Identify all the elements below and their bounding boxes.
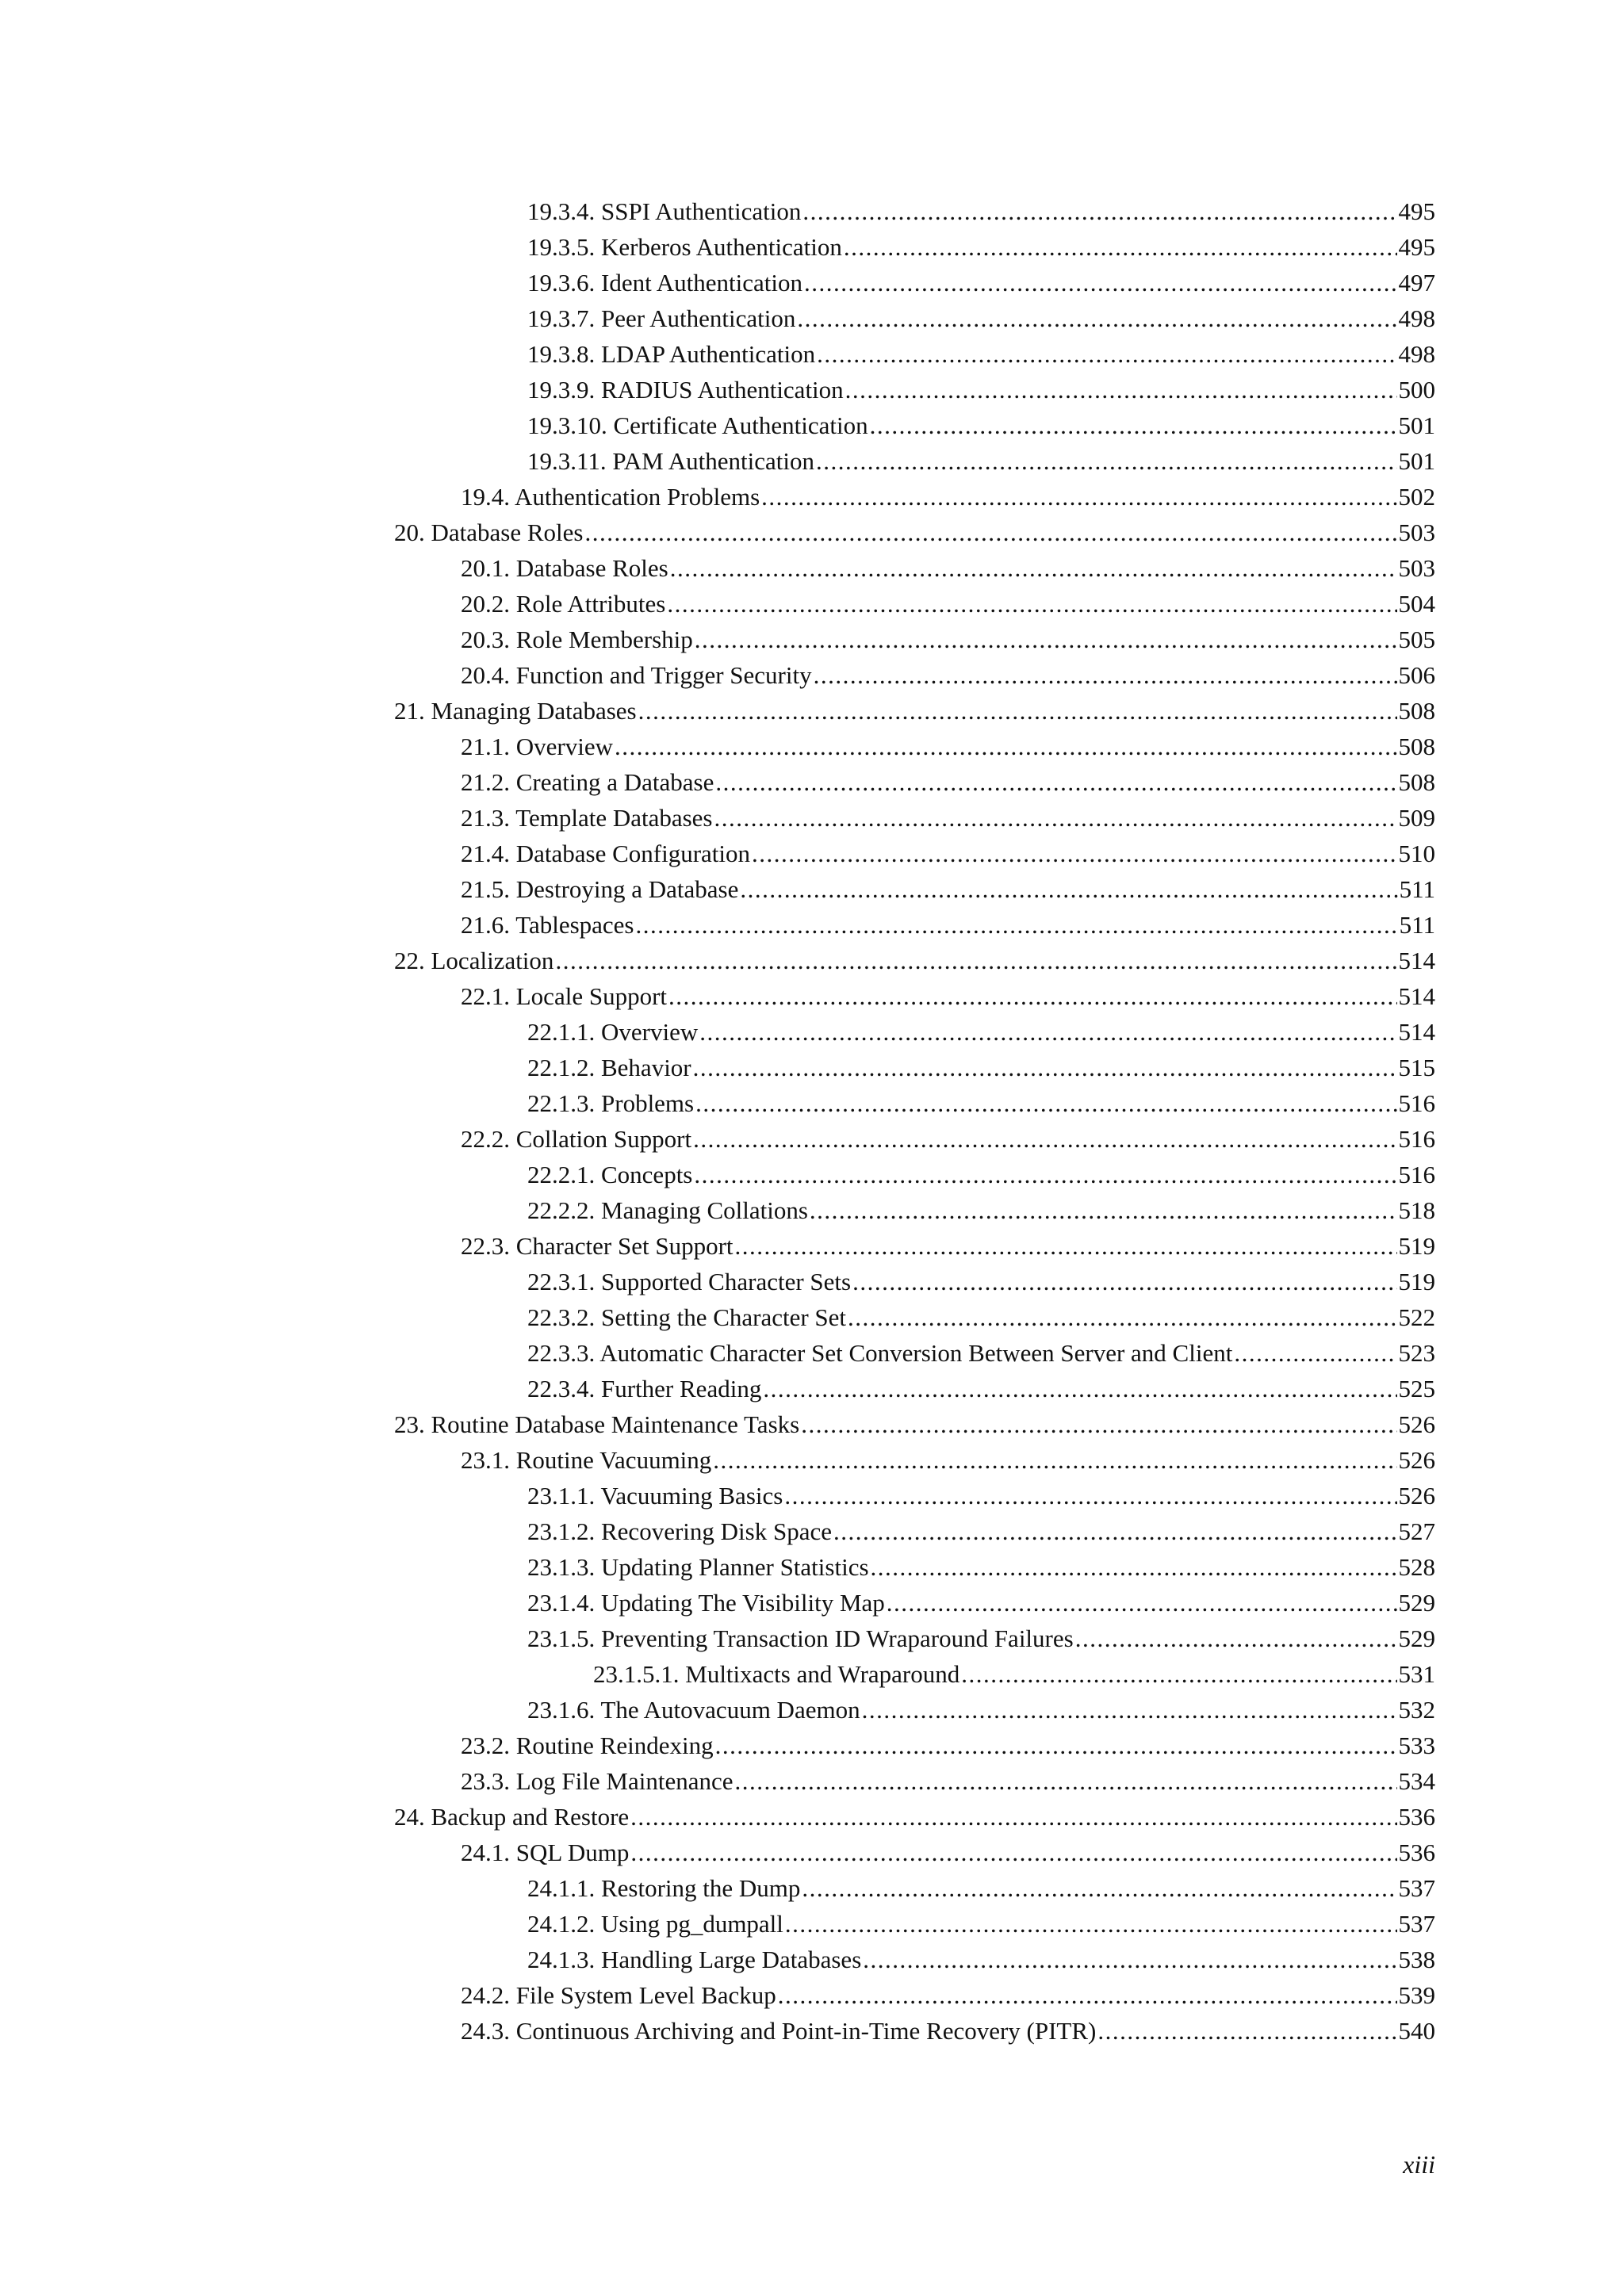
toc-entry[interactable]	[394, 1621, 1435, 1656]
toc-entry[interactable]	[394, 1085, 1435, 1121]
dot-leader	[778, 1977, 1397, 2013]
toc-entry-page: 502	[1398, 483, 1435, 511]
toc-entry-page: 529	[1398, 1589, 1435, 1617]
toc-entry-page: 501	[1398, 447, 1435, 475]
dot-leader	[693, 1050, 1397, 1085]
toc-entry[interactable]	[394, 550, 1435, 586]
toc-entry-title: 23.1.3. Updating Planner Statistics	[527, 1553, 869, 1581]
table-of-contents	[394, 193, 1435, 2049]
toc-entry[interactable]	[394, 265, 1435, 300]
toc-entry-title: 22.2. Collation Support	[461, 1125, 692, 1153]
toc-entry[interactable]	[394, 1942, 1435, 1977]
toc-entry[interactable]	[394, 622, 1435, 657]
dot-leader	[961, 1656, 1396, 1692]
toc-entry[interactable]	[394, 1692, 1435, 1728]
dot-leader	[695, 1085, 1396, 1121]
toc-entry-title: 21.6. Tablespaces	[461, 911, 634, 939]
toc-entry-title: 23.2. Routine Reindexing	[461, 1732, 714, 1759]
toc-entry-title: 20.4. Function and Trigger Security	[461, 661, 812, 689]
toc-entry-title: 22.3. Character Set Support	[461, 1232, 733, 1260]
toc-entry-title: 23.1.6. The Autovacuum Daemon	[527, 1696, 860, 1724]
toc-entry-page: 510	[1398, 840, 1435, 867]
toc-entry-page: 519	[1398, 1268, 1435, 1295]
toc-entry[interactable]	[394, 729, 1435, 764]
dot-leader	[804, 265, 1397, 300]
toc-entry[interactable]	[394, 1906, 1435, 1942]
toc-entry[interactable]	[394, 1977, 1435, 2013]
dot-leader	[615, 729, 1397, 764]
dot-leader	[694, 1157, 1396, 1192]
toc-entry-page: 504	[1398, 590, 1435, 618]
toc-entry-title: 24.1.3. Handling Large Databases	[527, 1946, 862, 1973]
toc-entry-page: 503	[1398, 519, 1435, 546]
toc-entry-title: 21.4. Database Configuration	[461, 840, 751, 867]
toc-entry-title: 19.3.7. Peer Authentication	[527, 304, 796, 332]
toc-entry-page: 532	[1398, 1696, 1435, 1724]
dot-leader	[636, 907, 1398, 943]
toc-entry-title: 22.1.3. Problems	[527, 1089, 695, 1117]
toc-entry[interactable]	[394, 1478, 1435, 1513]
toc-entry-title: 22.2.2. Managing Collations	[527, 1196, 808, 1224]
toc-entry[interactable]	[394, 1264, 1435, 1299]
toc-entry[interactable]	[394, 1728, 1435, 1763]
dot-leader	[693, 1121, 1396, 1157]
toc-entry[interactable]	[394, 515, 1435, 550]
toc-entry-page: 505	[1398, 626, 1435, 653]
dot-leader	[784, 1478, 1396, 1513]
toc-entry-page: 515	[1398, 1054, 1435, 1081]
toc-entry-page: 495	[1398, 233, 1435, 261]
toc-entry[interactable]	[394, 693, 1435, 729]
toc-entry-title: 23.1.4. Updating The Visibility Map	[527, 1589, 885, 1617]
dot-leader	[816, 443, 1397, 479]
toc-entry-page: 526	[1398, 1446, 1435, 1474]
toc-entry-page: 514	[1398, 1018, 1435, 1046]
dot-leader	[852, 1264, 1396, 1299]
dot-leader	[714, 800, 1397, 836]
toc-entry-page: 518	[1398, 1196, 1435, 1224]
dot-leader	[584, 515, 1396, 550]
toc-entry-page: 522	[1398, 1303, 1435, 1331]
toc-entry-title: 21.3. Template Databases	[461, 804, 713, 832]
toc-entry-title: 23.1. Routine Vacuuming	[461, 1446, 712, 1474]
dot-leader	[761, 479, 1396, 515]
toc-entry[interactable]	[394, 586, 1435, 622]
toc-entry-title: 19.3.5. Kerberos Authentication	[527, 233, 842, 261]
dot-leader	[844, 229, 1397, 265]
dot-leader	[870, 408, 1397, 443]
toc-entry-page: 534	[1398, 1767, 1435, 1795]
toc-entry-title: 22.1.1. Overview	[527, 1018, 699, 1046]
dot-leader	[715, 764, 1396, 800]
toc-entry-page: 498	[1398, 304, 1435, 332]
dot-leader	[802, 1870, 1396, 1906]
dot-leader	[1234, 1335, 1396, 1371]
dot-leader	[752, 836, 1396, 871]
dot-leader	[630, 1799, 1396, 1835]
toc-entry[interactable]	[394, 1442, 1435, 1478]
toc-entry-page: 514	[1398, 947, 1435, 974]
toc-entry-page: 536	[1398, 1803, 1435, 1831]
toc-entry[interactable]	[394, 764, 1435, 800]
toc-entry-title: 24.1.1. Restoring the Dump	[527, 1874, 801, 1902]
toc-entry-page: 495	[1398, 197, 1435, 225]
dot-leader	[817, 336, 1396, 372]
toc-entry-page: 537	[1398, 1910, 1435, 1938]
toc-entry-page: 503	[1398, 554, 1435, 582]
toc-entry-page: 523	[1398, 1339, 1435, 1367]
toc-entry[interactable]	[394, 1157, 1435, 1192]
toc-entry-page: 511	[1399, 911, 1435, 939]
dot-leader	[833, 1513, 1397, 1549]
toc-entry-page: 540	[1398, 2017, 1435, 2045]
toc-entry-page: 538	[1398, 1946, 1435, 1973]
toc-entry[interactable]	[394, 1870, 1435, 1906]
toc-entry-page: 526	[1398, 1410, 1435, 1438]
toc-entry[interactable]	[394, 408, 1435, 443]
dot-leader	[670, 550, 1397, 586]
toc-entry[interactable]	[394, 1513, 1435, 1549]
toc-entry[interactable]	[394, 193, 1435, 229]
page-number: xiii	[1403, 2150, 1435, 2179]
toc-entry[interactable]	[394, 1406, 1435, 1442]
toc-entry-page: 537	[1398, 1874, 1435, 1902]
dot-leader	[630, 1835, 1396, 1870]
toc-entry-title: 23.1.5. Preventing Transaction ID Wraparound Failures	[527, 1624, 1074, 1652]
toc-entry-title: 22.1. Locale Support	[461, 982, 668, 1010]
toc-entry-title: 20.2. Role Attributes	[461, 590, 666, 618]
toc-entry-page: 508	[1398, 768, 1435, 796]
toc-entry-page: 526	[1398, 1482, 1435, 1510]
dot-leader	[668, 978, 1396, 1014]
dot-leader	[695, 622, 1397, 657]
toc-entry-page: 533	[1398, 1732, 1435, 1759]
toc-entry-title: 23.1.2. Recovering Disk Space	[527, 1517, 832, 1545]
toc-entry-page: 536	[1398, 1839, 1435, 1866]
toc-entry-title: 19.3.11. PAM Authentication	[527, 447, 814, 475]
toc-entry-title: 20.1. Database Roles	[461, 554, 668, 582]
toc-entry-title: 22.2.1. Concepts	[527, 1161, 693, 1188]
toc-entry[interactable]	[394, 1371, 1435, 1406]
toc-entry-title: 23.1.1. Vacuuming Basics	[527, 1482, 783, 1510]
toc-entry[interactable]	[394, 907, 1435, 943]
dot-leader	[699, 1014, 1396, 1050]
toc-entry-page: 539	[1398, 1981, 1435, 2009]
dot-leader	[555, 943, 1396, 978]
dot-leader	[735, 1228, 1397, 1264]
toc-entry[interactable]	[394, 229, 1435, 265]
toc-entry-page: 525	[1398, 1375, 1435, 1402]
toc-entry-title: 19.3.9. RADIUS Authentication	[527, 376, 844, 404]
dot-leader	[763, 1371, 1396, 1406]
toc-entry-title: 22.3.4. Further Reading	[527, 1375, 762, 1402]
toc-entry-page: 506	[1398, 661, 1435, 689]
dot-leader	[845, 372, 1397, 408]
toc-entry-page: 497	[1398, 269, 1435, 297]
dot-leader	[1075, 1621, 1397, 1656]
toc-entry-title: 24.2. File System Level Backup	[461, 1981, 776, 2009]
toc-entry[interactable]	[394, 2013, 1435, 2049]
toc-entry-page: 531	[1398, 1660, 1435, 1688]
toc-entry[interactable]	[394, 1585, 1435, 1621]
toc-entry[interactable]	[394, 1335, 1435, 1371]
toc-entry-page: 516	[1398, 1125, 1435, 1153]
toc-entry[interactable]	[394, 1192, 1435, 1228]
toc-entry-title: 22.3.1. Supported Character Sets	[527, 1268, 852, 1295]
dot-leader	[638, 693, 1397, 729]
toc-entry-title: 21.1. Overview	[461, 733, 613, 760]
dot-leader	[713, 1442, 1396, 1478]
toc-entry-title: 23. Routine Database Maintenance Tasks	[394, 1410, 800, 1438]
dot-leader	[735, 1763, 1397, 1799]
toc-entry[interactable]	[394, 1014, 1435, 1050]
toc-entry-title: 23.1.5.1. Multixacts and Wraparound	[593, 1660, 960, 1688]
toc-entry-page: 500	[1398, 376, 1435, 404]
dot-leader	[887, 1585, 1397, 1621]
toc-entry-title: 20.3. Role Membership	[461, 626, 693, 653]
toc-entry-title: 21.5. Destroying a Database	[461, 875, 739, 903]
toc-entry-page: 516	[1398, 1089, 1435, 1117]
toc-entry-title: 22. Localization	[394, 947, 554, 974]
toc-entry-page: 528	[1398, 1553, 1435, 1581]
toc-entry-page: 511	[1399, 875, 1435, 903]
toc-entry-page: 527	[1398, 1517, 1435, 1545]
dot-leader	[715, 1728, 1397, 1763]
toc-entry[interactable]	[394, 300, 1435, 336]
dot-leader	[871, 1549, 1397, 1585]
toc-entry-title: 24. Backup and Restore	[394, 1803, 630, 1831]
toc-entry-title: 22.1.2. Behavior	[527, 1054, 691, 1081]
toc-entry-page: 519	[1398, 1232, 1435, 1260]
toc-entry-title: 21.2. Creating a Database	[461, 768, 714, 796]
toc-entry-page: 529	[1398, 1624, 1435, 1652]
toc-entry-title: 19.3.8. LDAP Authentication	[527, 340, 816, 368]
toc-entry[interactable]	[394, 1549, 1435, 1585]
toc-entry-page: 508	[1398, 733, 1435, 760]
toc-entry-page: 514	[1398, 982, 1435, 1010]
dot-leader	[667, 586, 1396, 622]
dot-leader	[863, 1942, 1396, 1977]
toc-entry[interactable]	[394, 871, 1435, 907]
toc-entry-page: 508	[1398, 697, 1435, 725]
toc-entry-title: 20. Database Roles	[394, 519, 584, 546]
dot-leader	[814, 657, 1397, 693]
toc-entry[interactable]	[394, 1299, 1435, 1335]
toc-entry[interactable]	[394, 800, 1435, 836]
toc-entry[interactable]	[394, 1835, 1435, 1870]
toc-entry[interactable]	[394, 1121, 1435, 1157]
toc-entry[interactable]	[394, 336, 1435, 372]
toc-entry-title: 19.3.10. Certificate Authentication	[527, 411, 868, 439]
dot-leader	[740, 871, 1397, 907]
dot-leader	[862, 1692, 1397, 1728]
toc-entry-title: 24.3. Continuous Archiving and Point-in-Time Recovery (PITR)	[461, 2017, 1097, 2045]
dot-leader	[801, 1406, 1396, 1442]
toc-entry[interactable]	[394, 978, 1435, 1014]
toc-entry[interactable]	[394, 479, 1435, 515]
toc-entry[interactable]	[394, 1763, 1435, 1799]
toc-entry-title: 22.3.2. Setting the Character Set	[527, 1303, 847, 1331]
dot-leader	[797, 300, 1396, 336]
toc-entry-page: 509	[1398, 804, 1435, 832]
toc-entry-title: 23.3. Log File Maintenance	[461, 1767, 733, 1795]
toc-entry-title: 19.3.6. Ident Authentication	[527, 269, 802, 297]
toc-entry[interactable]	[394, 372, 1435, 408]
toc-entry[interactable]	[394, 836, 1435, 871]
toc-entry-title: 24.1.2. Using pg_dumpall	[527, 1910, 783, 1938]
dot-leader	[848, 1299, 1396, 1335]
toc-entry[interactable]	[394, 1050, 1435, 1085]
dot-leader	[802, 193, 1396, 229]
toc-entry[interactable]	[394, 1799, 1435, 1835]
dot-leader	[785, 1906, 1397, 1942]
toc-entry[interactable]	[394, 657, 1435, 693]
toc-entry-page: 516	[1398, 1161, 1435, 1188]
toc-entry[interactable]	[394, 1228, 1435, 1264]
toc-entry-title: 19.4. Authentication Problems	[461, 483, 760, 511]
toc-entry-title: 24.1. SQL Dump	[461, 1839, 630, 1866]
toc-entry[interactable]	[394, 443, 1435, 479]
toc-entry-page: 501	[1398, 411, 1435, 439]
toc-entry-title: 19.3.4. SSPI Authentication	[527, 197, 802, 225]
dot-leader	[810, 1192, 1397, 1228]
toc-entry-title: 22.3.3. Automatic Character Set Conversion Between Server and Client	[527, 1339, 1233, 1367]
toc-entry[interactable]	[394, 1656, 1435, 1692]
toc-entry-title: 21. Managing Databases	[394, 697, 637, 725]
toc-entry[interactable]	[394, 943, 1435, 978]
toc-entry-page: 498	[1398, 340, 1435, 368]
dot-leader	[1097, 2013, 1396, 2049]
